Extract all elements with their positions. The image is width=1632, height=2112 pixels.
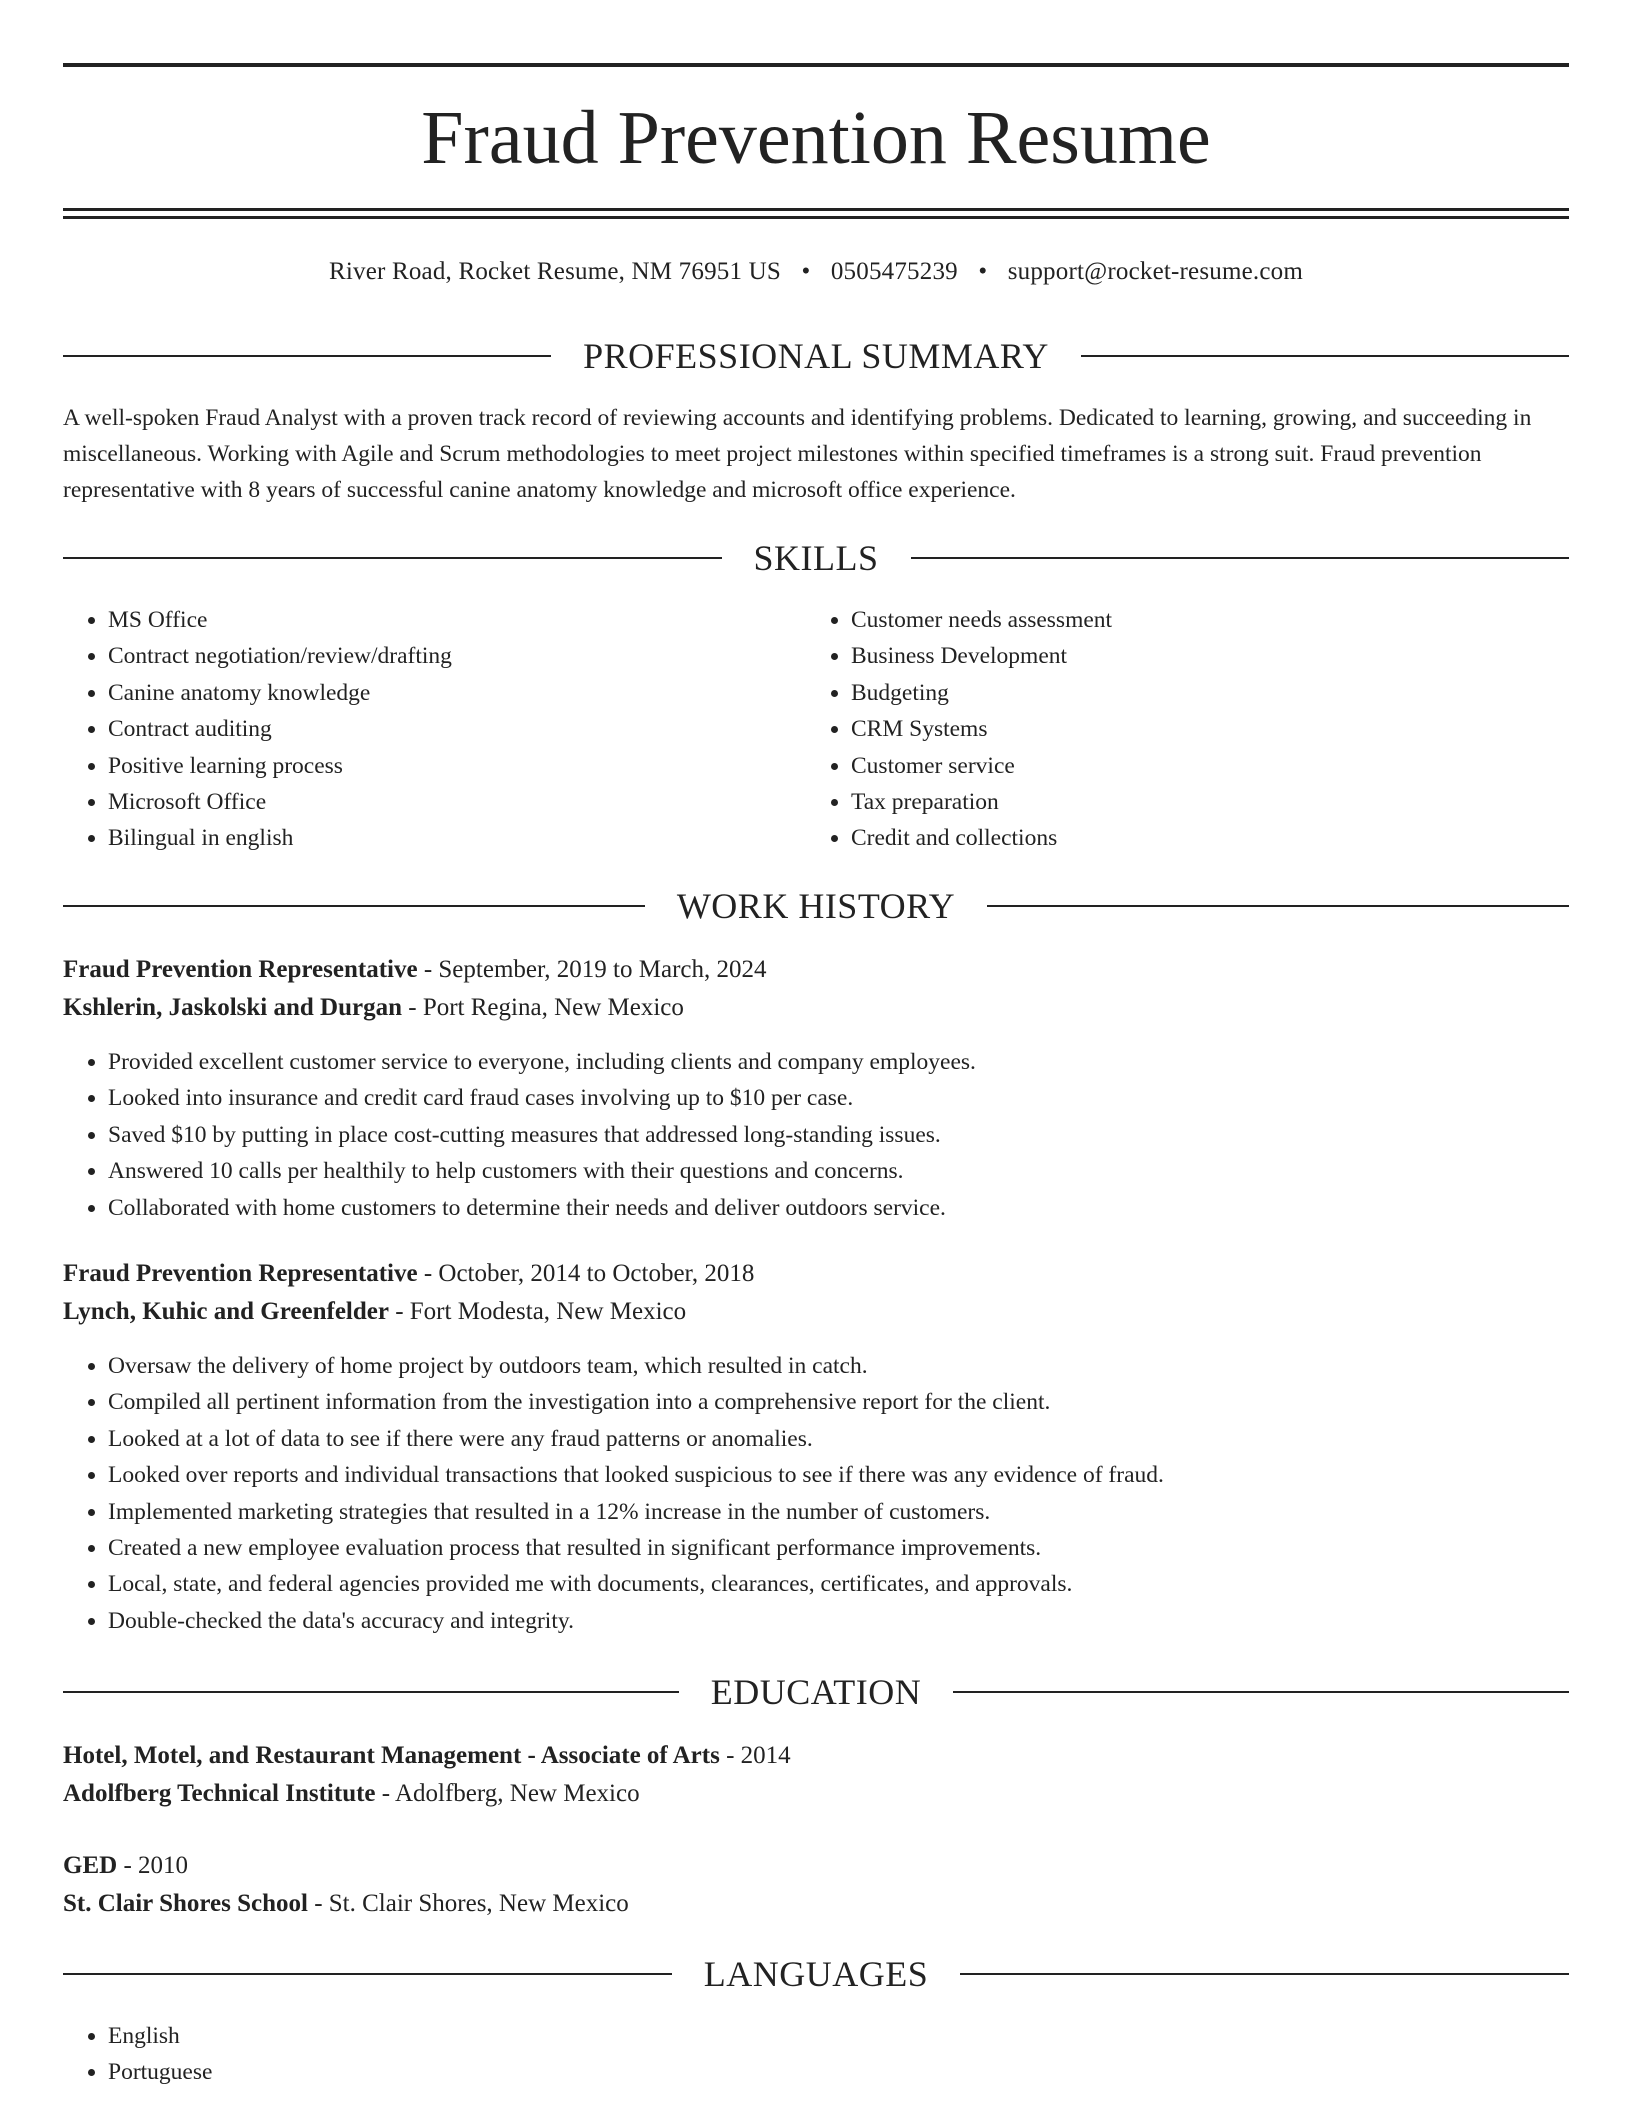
heading-rule-right bbox=[987, 905, 1569, 907]
skill-item: • Positive learning process bbox=[108, 748, 808, 784]
job-dates: - October, 2014 to October, 2018 bbox=[417, 1260, 755, 1287]
education-location: - St. Clair Shores, New Mexico bbox=[307, 1890, 629, 1917]
skill-item: • Contract auditing bbox=[108, 711, 808, 747]
job-bullet: • Looked over reports and individual transactions that looked suspicious to see if there was any evidence of fraud. bbox=[108, 1457, 1614, 1493]
job-title-line bbox=[63, 952, 767, 988]
resume-title: Fraud Prevention Resume bbox=[421, 96, 1211, 180]
contact-email: support@rocket-resume.com bbox=[1007, 258, 1304, 285]
heading-rule-right bbox=[953, 1691, 1569, 1693]
education-degree: Hotel, Motel, and Restaurant Management - Associate of Arts bbox=[63, 1742, 720, 1769]
job-bullet: • Double-checked the data's accuracy and integrity. bbox=[108, 1603, 1614, 1639]
section-label: LANGUAGES bbox=[703, 1954, 929, 1994]
skill-item: • CRM Systems bbox=[851, 711, 1551, 747]
job-bullets bbox=[63, 1044, 1614, 1226]
contact-phone: 0505475239 bbox=[830, 258, 958, 285]
skill-item: • Tax preparation bbox=[851, 784, 1551, 820]
skill-item: • Customer service bbox=[851, 748, 1551, 784]
skill-item: • Customer needs assessment bbox=[851, 602, 1551, 638]
job-location: - Port Regina, New Mexico bbox=[402, 994, 684, 1021]
skill-item: • Budgeting bbox=[851, 675, 1551, 711]
contact-line bbox=[63, 254, 1569, 290]
contact-separator: • bbox=[801, 258, 811, 285]
heading-rule-left bbox=[63, 1691, 679, 1693]
heading-rule-right bbox=[960, 1973, 1569, 1975]
education-school-line bbox=[63, 1886, 629, 1922]
skill-item: • Business Development bbox=[851, 638, 1551, 674]
heading-rule-left bbox=[63, 1973, 672, 1975]
summary-text: A well-spoken Fraud Analyst with a proven track record of reviewing accounts and identifying problems. Dedicated to learning, growing, and succeeding in miscellaneous. Working with Agile and Scrum methodologies to meet project milestones within specified timeframes is a strong suit. Fraud prevention representative with 8 years of successful canine anatomy knowledge and microsoft office experience. bbox=[63, 405, 1532, 503]
job-bullet: • Provided excellent customer service to everyone, including clients and company employees. bbox=[108, 1044, 1614, 1080]
job-bullet: • Local, state, and federal agencies provided me with documents, clearances, certificates, and approvals. bbox=[108, 1566, 1614, 1602]
job-bullets bbox=[63, 1348, 1614, 1639]
job-title: Fraud Prevention Representative bbox=[63, 956, 418, 983]
job-bullet: • Answered 10 calls per healthily to help customers with their questions and concerns. bbox=[108, 1153, 1614, 1189]
languages-list bbox=[63, 2018, 1614, 2091]
contact-separator: • bbox=[978, 258, 988, 285]
section-heading-skills bbox=[63, 536, 1569, 580]
education-degree-line bbox=[63, 1848, 188, 1884]
job-title: Fraud Prevention Representative bbox=[63, 1260, 418, 1287]
section-label: EDUCATION bbox=[710, 1672, 922, 1712]
education-school-line bbox=[63, 1776, 640, 1812]
skills-list-left bbox=[63, 602, 808, 857]
skill-item: • Credit and collections bbox=[851, 820, 1551, 856]
job-location: - Fort Modesta, New Mexico bbox=[388, 1298, 687, 1325]
skill-item: • Bilingual in english bbox=[108, 820, 808, 856]
job-bullet: • Implemented marketing strategies that resulted in a 12% increase in the number of customers. bbox=[108, 1494, 1614, 1530]
job-dates: - September, 2019 to March, 2024 bbox=[417, 956, 767, 983]
job-bullet: • Saved $10 by putting in place cost-cutting measures that addressed long-standing issues. bbox=[108, 1117, 1614, 1153]
heading-rule-left bbox=[63, 905, 645, 907]
education-degree-line bbox=[63, 1738, 791, 1774]
job-company-line bbox=[63, 990, 684, 1026]
heading-rule-left bbox=[63, 557, 722, 559]
education-year: - 2010 bbox=[117, 1852, 189, 1879]
language-item: • English bbox=[108, 2018, 1614, 2054]
job-company: Lynch, Kuhic and Greenfelder bbox=[63, 1298, 389, 1325]
contact-address: River Road, Rocket Resume, NM 76951 US bbox=[328, 258, 781, 285]
heading-rule-left bbox=[63, 355, 551, 357]
section-label: PROFESSIONAL SUMMARY bbox=[583, 336, 1049, 376]
education-location: - Adolfberg, New Mexico bbox=[375, 1780, 640, 1807]
section-label: SKILLS bbox=[753, 538, 879, 578]
language-item: • Portuguese bbox=[108, 2054, 1614, 2090]
job-bullet: • Oversaw the delivery of home project by outdoors team, which resulted in catch. bbox=[108, 1348, 1614, 1384]
education-degree: GED bbox=[63, 1852, 118, 1879]
skill-item: • MS Office bbox=[108, 602, 808, 638]
top-rule bbox=[63, 63, 1569, 67]
title-double-rule-upper bbox=[63, 208, 1569, 211]
title-double-rule-lower bbox=[63, 216, 1569, 219]
skills-list-right bbox=[806, 602, 1551, 857]
skill-item: • Contract negotiation/review/drafting bbox=[108, 638, 808, 674]
job-bullet: • Collaborated with home customers to determine their needs and deliver outdoors service. bbox=[108, 1190, 1614, 1226]
section-heading-languages bbox=[63, 1952, 1569, 1996]
job-bullet: • Looked into insurance and credit card fraud cases involving up to $10 per case. bbox=[108, 1080, 1614, 1116]
skill-item: • Microsoft Office bbox=[108, 784, 808, 820]
education-year: - 2014 bbox=[719, 1742, 791, 1769]
job-bullet: • Compiled all pertinent information from the investigation into a comprehensive report for the client. bbox=[108, 1384, 1614, 1420]
section-heading-education bbox=[63, 1670, 1569, 1714]
job-title-line bbox=[63, 1256, 754, 1292]
skill-item: • Canine anatomy knowledge bbox=[108, 675, 808, 711]
job-bullet: • Created a new employee evaluation process that resulted in significant performance improvements. bbox=[108, 1530, 1614, 1566]
education-school: Adolfberg Technical Institute bbox=[63, 1780, 376, 1807]
section-heading-summary bbox=[63, 334, 1569, 378]
job-bullet: • Looked at a lot of data to see if there were any fraud patterns or anomalies. bbox=[108, 1421, 1614, 1457]
heading-rule-right bbox=[911, 557, 1570, 559]
job-company: Kshlerin, Jaskolski and Durgan bbox=[63, 994, 402, 1021]
education-school: St. Clair Shores School bbox=[63, 1890, 308, 1917]
heading-rule-right bbox=[1081, 355, 1569, 357]
section-label: WORK HISTORY bbox=[676, 886, 956, 926]
job-company-line bbox=[63, 1294, 686, 1330]
section-heading-work bbox=[63, 884, 1569, 928]
